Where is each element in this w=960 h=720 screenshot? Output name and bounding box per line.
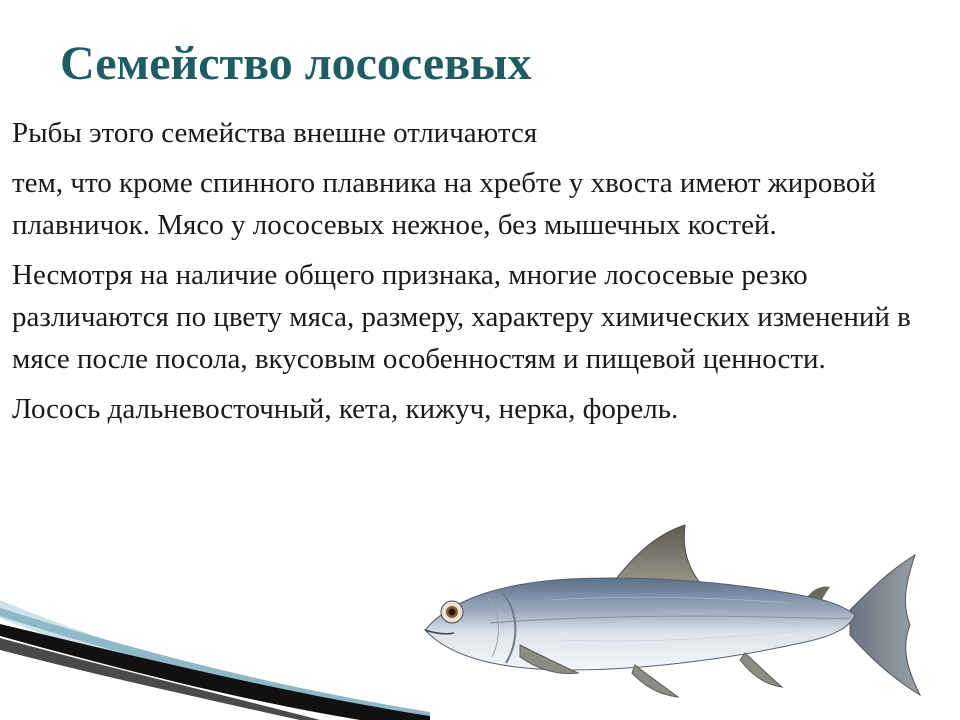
slide-body: [12, 112, 947, 438]
fish-illustration: [410, 505, 930, 720]
slide-title: Семейство лососевых: [60, 37, 532, 90]
paragraph-2: тем, что кроме спинного плавника на хребте у хвоста имеют жировой плавничок. Мясо у лососевых нежное, без мышечных костей.: [12, 167, 876, 241]
decorative-swoosh: [0, 590, 430, 720]
paragraph-1: Рыбы этого семейства внешне отличаются: [12, 117, 538, 149]
paragraph-3: Несмотря на наличие общего признака, многие лососевые резко различаются по цвету мяса, размеру, характеру химических изменений в мясе после посола, вкусовым особенностям и пищевой ценности.: [12, 259, 911, 375]
paragraph-4: Лосось дальневосточный, кета, кижуч, нерка, форель.: [12, 393, 679, 425]
